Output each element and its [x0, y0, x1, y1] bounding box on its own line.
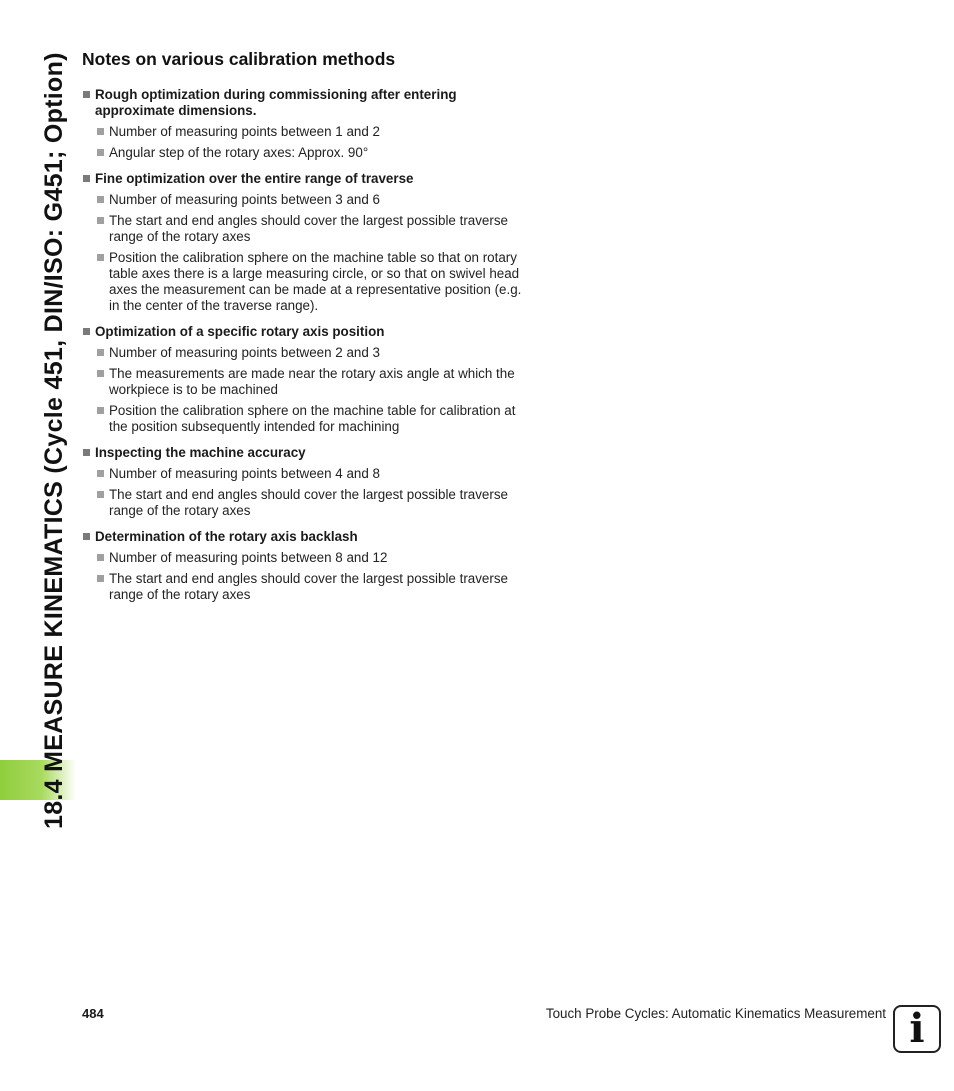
- bullet-square-icon: [83, 449, 90, 456]
- method-accuracy-inspection: [82, 445, 532, 519]
- info-glyph: i: [909, 1005, 925, 1052]
- bullet-square-icon: [97, 491, 104, 498]
- bullet-square-icon: [83, 328, 90, 335]
- bullet-square-icon: [97, 128, 104, 135]
- method-title: Determination of the rotary axis backlash: [82, 529, 532, 545]
- bullet-square-icon: [83, 175, 90, 182]
- method-title: Inspecting the machine accuracy: [82, 445, 532, 461]
- book-title: Touch Probe Cycles: Automatic Kinematics Measurement: [545, 1006, 886, 1021]
- bullet-square-icon: [97, 217, 104, 224]
- bullet-square-icon: [97, 349, 104, 356]
- list-item: Position the calibration sphere on the machine table so that on rotary table axes there is a large measuring circle, or so that on swivel head axes the measurement can be made at a representative position (e.g. in the center of the traverse range).: [82, 250, 532, 314]
- bullet-square-icon: [83, 91, 90, 98]
- bullet-square-icon: [97, 196, 104, 203]
- notes-list: [82, 87, 532, 613]
- list-item: Number of measuring points between 2 and 3: [82, 345, 532, 361]
- bullet-square-icon: [83, 533, 90, 540]
- chapter-title: 18.4 MEASURE KINEMATICS (Cycle 451, DIN/ISO: G451; Option): [40, 52, 68, 829]
- bullet-square-icon: [97, 470, 104, 477]
- bullet-square-icon: [97, 149, 104, 156]
- list-item: The start and end angles should cover the largest possible traverse range of the rotary axes: [82, 487, 532, 519]
- bullet-square-icon: [97, 407, 104, 414]
- list-item: Number of measuring points between 4 and 8: [82, 466, 532, 482]
- list-item: Position the calibration sphere on the machine table for calibration at the position subsequently intended for machining: [82, 403, 532, 435]
- list-item: Angular step of the rotary axes: Approx. 90°: [82, 145, 532, 161]
- method-title: Rough optimization during commissioning after entering approximate dimensions.: [82, 87, 532, 119]
- section-heading: Notes on various calibration methods: [82, 49, 396, 69]
- list-item: Number of measuring points between 3 and 6: [82, 192, 532, 208]
- method-fine-optimization: [82, 171, 532, 314]
- method-specific-position: [82, 324, 532, 435]
- method-title: Fine optimization over the entire range of traverse: [82, 171, 532, 187]
- method-rough-optimization: [82, 87, 532, 161]
- bullet-square-icon: [97, 370, 104, 377]
- bullet-square-icon: [97, 575, 104, 582]
- page-number: 484: [82, 1006, 104, 1021]
- list-item: Number of measuring points between 1 and 2: [82, 124, 532, 140]
- bullet-square-icon: [97, 554, 104, 561]
- bullet-square-icon: [97, 254, 104, 261]
- list-item: Number of measuring points between 8 and 12: [82, 550, 532, 566]
- method-backlash-determination: [82, 529, 532, 603]
- list-item: The start and end angles should cover the largest possible traverse range of the rotary axes: [82, 571, 532, 603]
- method-title: Optimization of a specific rotary axis position: [82, 324, 532, 340]
- list-item: The start and end angles should cover the largest possible traverse range of the rotary axes: [82, 213, 532, 245]
- list-item: The measurements are made near the rotary axis angle at which the workpiece is to be machined: [82, 366, 532, 398]
- info-icon: [893, 1005, 941, 1053]
